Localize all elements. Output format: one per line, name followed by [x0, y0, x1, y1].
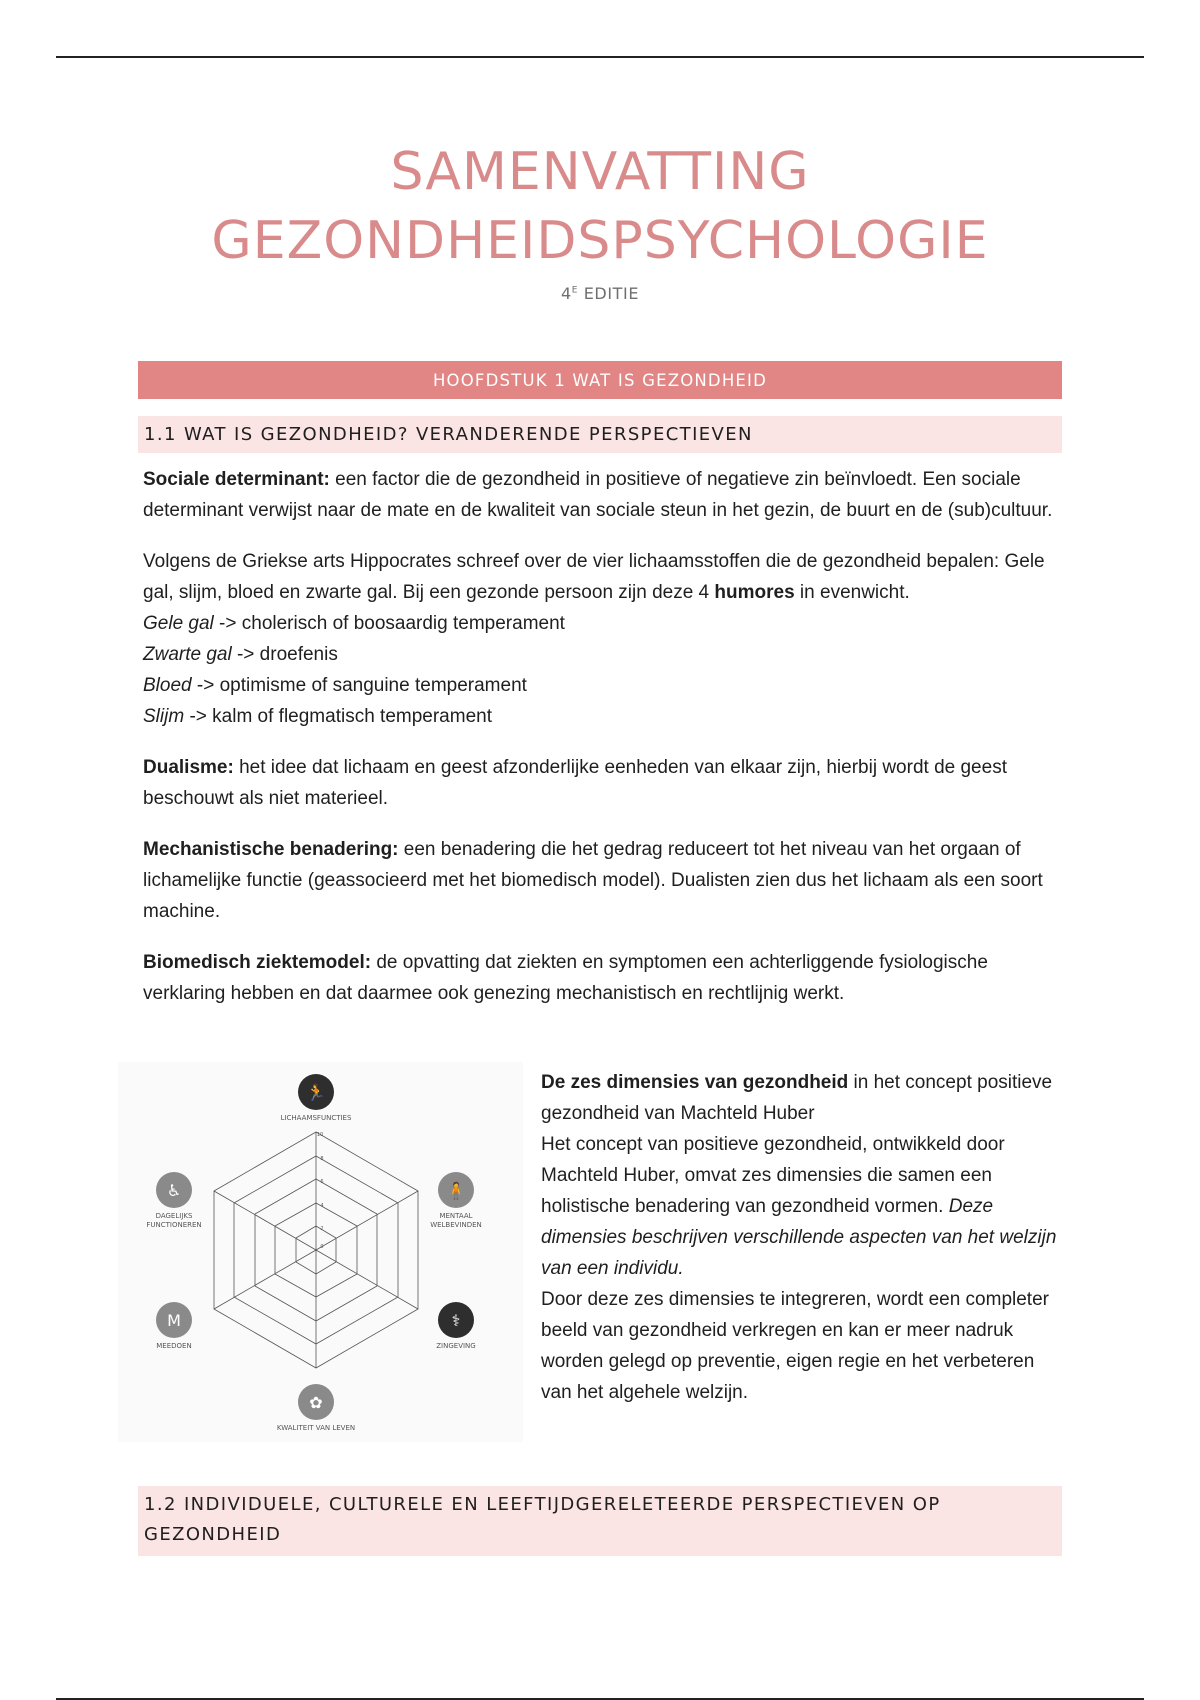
humor-name: Bloed — [143, 675, 192, 696]
paragraph-dualisme — [143, 752, 1063, 814]
list-item — [143, 670, 1063, 701]
term-dualisme: Dualisme: — [143, 757, 234, 778]
term-humores: humores — [714, 582, 795, 603]
humores-list — [143, 608, 1063, 732]
daily-functioning-icon-glyph: ♿ — [166, 1181, 182, 1200]
paragraph-sociale-determinant — [143, 464, 1063, 526]
radar-axis-lower-right — [316, 1250, 418, 1309]
humor-desc: -> droefenis — [231, 644, 338, 665]
list-item — [143, 608, 1063, 639]
term-mechanistische-benadering: Mechanistische benadering: — [143, 839, 399, 860]
dimensions-paragraph-1 — [541, 1129, 1061, 1284]
hippocrates-text-end: in evenwicht. — [794, 582, 910, 603]
section-heading-1-2: 1.2 INDIVIDUELE, CULTURELE EN LEEFTIJDGERELETEERDE PERSPECTIEVEN OP GEZONDHEID — [138, 1486, 1062, 1556]
edition-label: EDITIE — [578, 284, 640, 303]
label-functioneren: FUNCTIONEREN — [146, 1221, 202, 1229]
definition-mechanistische-benadering: een benadering die het gedrag reduceert tot het niveau van het orgaan of lichamelijke functie (geassocieerd met het biomedisch model). Dualisten zien dus het lichaam als een soort machine. — [143, 839, 1043, 922]
dimensions-p1-text: Het concept van positieve gezondheid, ontwikkeld door Machteld Huber, omvat zes dimensies die samen een holistische benadering van gezondheid vormen. — [541, 1134, 1005, 1217]
humor-desc: -> optimisme of sanguine temperament — [191, 675, 527, 696]
humor-desc: -> cholerisch of boosaardig temperament — [213, 613, 565, 634]
label-zingeving: ZINGEVING — [436, 1342, 476, 1350]
dimensions-paragraph-2: Door deze zes dimensies te integreren, wordt een completer beeld van gezondheid verkregen en kan er meer nadruk worden gelegd op preventie, eigen regie en het verbeteren van het algehele welzijn. — [541, 1289, 1049, 1403]
definition-biomedisch-ziektemodel: de opvatting dat ziekten en symptomen een achterliggende fysiologische verklaring hebben en dat daarmee ook genezing mechanistisch en rechtlijnig werkt. — [143, 952, 988, 1004]
edition-subtitle — [0, 284, 1200, 303]
radar-axis-upper-left — [214, 1191, 316, 1250]
edition-number: 4 — [560, 284, 572, 303]
edition-suffix: E — [571, 285, 579, 296]
positive-health-radar-figure — [118, 1062, 523, 1442]
section-heading-1-1: 1.1 WAT IS GEZONDHEID? VERANDERENDE PERSPECTIEVEN — [138, 416, 1062, 453]
dimensions-heading-bold: De zes dimensies van gezondheid — [541, 1072, 849, 1093]
dimension-meedoen — [156, 1302, 192, 1350]
page-title — [0, 138, 1200, 276]
definition-sociale-determinant: een factor die de gezondheid in positieve of negatieve zin beïnvloedt. Een sociale determinant verwijst naar de mate en de kwaliteit van sociale steun in het gezin, de buurt en de (sub)cultuur. — [143, 469, 1053, 521]
definition-dualisme: het idee dat lichaam en geest afzonderlijke eenheden van elkaar zijn, hierbij wordt de geest beschouwt als niet materieel. — [143, 757, 1007, 809]
dimension-dagelijks-functioneren — [146, 1172, 201, 1229]
dimension-zingeving — [436, 1302, 475, 1350]
radar-tick: 0 — [320, 1244, 324, 1250]
hippocrates-text: Volgens de Griekse arts Hippocrates schreef over de vier lichaamsstoffen die de gezondheid bepalen: Gele gal, slijm, bloed en zwarte gal. Bij een gezonde persoon zijn deze 4 — [143, 551, 1045, 603]
radar-tick: 2 — [320, 1226, 324, 1232]
dimensions-p1-italic: Deze dimensies beschrijven verschillende aspecten van het welzijn van een individu. — [541, 1196, 1057, 1279]
list-item — [143, 639, 1063, 670]
term-biomedisch-ziektemodel: Biomedisch ziektemodel: — [143, 952, 372, 973]
dimension-lichaamsfuncties — [281, 1074, 352, 1122]
chapter-heading: HOOFDSTUK 1 WAT IS GEZONDHEID — [138, 361, 1062, 399]
radar-tick: 8 — [320, 1156, 324, 1162]
meaning-icon-glyph: ⚕ — [451, 1311, 461, 1330]
participation-icon-glyph: M — [167, 1311, 181, 1330]
paragraph-hippocrates — [143, 546, 1063, 608]
radar-tick: 6 — [320, 1179, 324, 1185]
dimension-kwaliteit-van-leven — [277, 1384, 355, 1432]
label-mentaal: MENTAAL — [439, 1212, 473, 1220]
dimensions-heading — [541, 1067, 1061, 1129]
humor-name: Gele gal — [143, 613, 214, 634]
humor-name: Slijm — [143, 706, 185, 727]
humor-desc: -> kalm of flegmatisch temperament — [184, 706, 492, 727]
radar-svg — [118, 1062, 523, 1442]
radar-grid — [214, 1132, 418, 1368]
flower-icon-glyph: ✿ — [309, 1393, 323, 1412]
person-standing-icon-glyph: 🧍 — [446, 1181, 466, 1200]
radar-tick: 4 — [320, 1203, 324, 1209]
dimensions-heading-rest: in het concept positieve gezondheid van Machteld Huber — [541, 1072, 1053, 1124]
title-line-1: SAMENVATTING — [390, 142, 810, 202]
term-sociale-determinant: Sociale determinant: — [143, 469, 330, 490]
label-welbevinden: WELBEVINDEN — [430, 1221, 482, 1229]
label-meedoen: MEEDOEN — [156, 1342, 192, 1350]
radar-axis-upper-right — [316, 1191, 418, 1250]
top-rule — [56, 56, 1144, 58]
running-person-icon-glyph: 🏃 — [306, 1083, 326, 1102]
dimensions-description — [541, 1067, 1061, 1408]
label-dagelijks: DAGELIJKS — [155, 1212, 193, 1220]
title-line-2: GEZONDHEIDSPSYCHOLOGIE — [211, 211, 989, 271]
paragraph-biomedisch-ziektemodel — [143, 947, 1063, 1009]
paragraph-mechanistische-benadering — [143, 834, 1063, 927]
label-kwaliteit-van-leven: KWALITEIT VAN LEVEN — [276, 1424, 356, 1432]
list-item — [143, 701, 1063, 732]
body-text — [143, 464, 1063, 1029]
dimension-mentaal-welbevinden — [430, 1172, 482, 1229]
radar-tick: 10 — [316, 1132, 324, 1138]
humor-name: Zwarte gal — [143, 644, 232, 665]
radar-axis-lower-left — [214, 1250, 316, 1309]
label-lichaamsfuncties: LICHAAMSFUNCTIES — [280, 1114, 352, 1122]
